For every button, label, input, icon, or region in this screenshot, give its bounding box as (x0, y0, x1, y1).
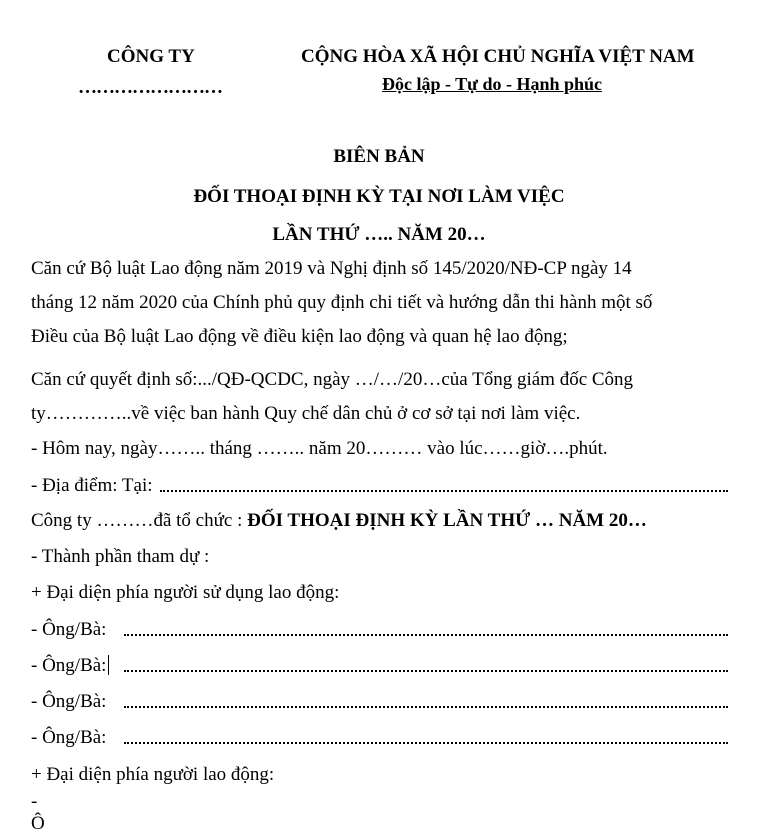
employer-person-3-field[interactable] (124, 706, 728, 708)
paragraph-2-line-1: Căn cứ quyết định số:.../QĐ-QCDC, ngày …/…/20…của Tổng giám đốc Công (31, 369, 634, 390)
employer-person-2-text: - Ông/Bà: (31, 655, 107, 676)
employer-rep-label: + Đại diện phía người sử dụng lao động: (31, 582, 340, 603)
location-dotted-line (160, 490, 728, 492)
paragraph-1-line-2: tháng 12 năm 2020 của Chính phủ quy định chi tiết và hướng dẫn thi hành một số (31, 292, 653, 313)
nation-title: CỘNG HÒA XÃ HỘI CHỦ NGHĨA VIỆT NAM (301, 46, 695, 67)
company-dots: …………………… (78, 77, 222, 98)
location-label: - Địa điểm: Tại: (31, 475, 153, 496)
organization-title: ĐỐI THOẠI ĐỊNH KỲ LẦN THỨ … NĂM 20… (247, 510, 647, 531)
employer-person-1-label: - Ông/Bà: (31, 619, 107, 640)
paragraph-1-line-1: Căn cứ Bộ luật Lao động năm 2019 và Nghị định số 145/2020/NĐ-CP ngày 14 (31, 258, 632, 279)
employer-person-2-field[interactable] (124, 670, 728, 672)
organization-line (31, 510, 647, 532)
doc-title-line3: LẦN THỨ ….. NĂM 20… (272, 224, 486, 245)
participants-label: - Thành phần tham dự : (31, 546, 210, 567)
cut-off-line (31, 791, 53, 834)
employee-rep-label: + Đại diện phía người lao động: (31, 764, 275, 785)
employer-person-3-label: - Ông/Bà: (31, 691, 107, 712)
cut-off-text: - Ô (31, 791, 45, 834)
doc-title-line1: BIÊN BẢN (333, 146, 425, 167)
employer-person-1-field[interactable] (124, 634, 728, 636)
employer-person-4-field[interactable] (124, 742, 728, 744)
motto: Độc lập - Tự do - Hạnh phúc (382, 74, 603, 94)
organization-prefix: Công ty ………đã tổ chức : (31, 510, 243, 531)
date-line: - Hôm nay, ngày…….. tháng …….. năm 20……… vào lúc……giờ….phút. (31, 438, 608, 459)
employer-person-4-label: - Ông/Bà: (31, 727, 107, 748)
employer-person-2-label (31, 655, 109, 677)
doc-title-line2: ĐỐI THOẠI ĐỊNH KỲ TẠI NƠI LÀM VIỆC (193, 186, 565, 207)
company-label: CÔNG TY (107, 46, 195, 67)
paragraph-2-line-2: ty…………..về việc ban hành Quy chế dân chủ ở cơ sở tại nơi làm việc. (31, 403, 581, 424)
paragraph-1-line-3: Điều của Bộ luật Lao động về điều kiện lao động và quan hệ lao động; (31, 326, 568, 347)
text-cursor (108, 655, 109, 675)
